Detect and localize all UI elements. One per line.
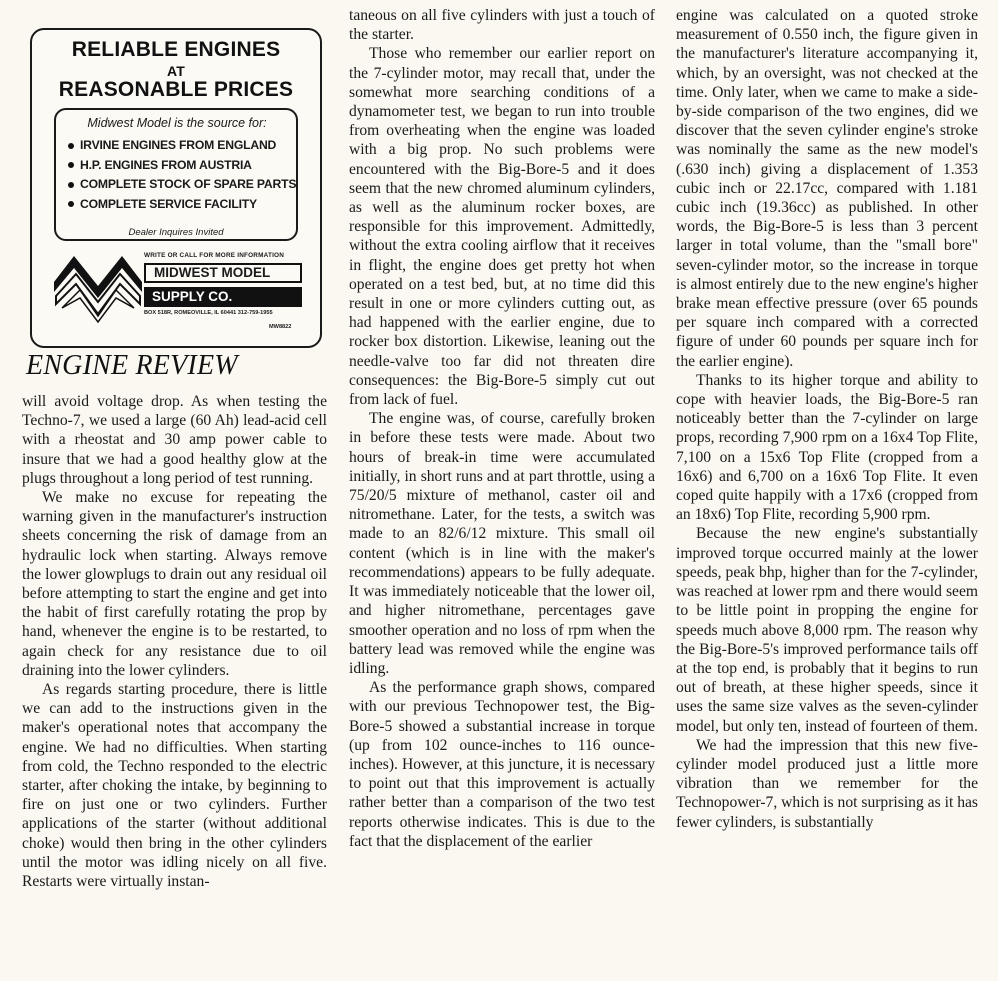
- ad-bullet: [68, 136, 286, 156]
- bullet-dot-icon: [68, 182, 74, 188]
- paragraph: As regards starting procedure, there is little we can add to the instructions given in the maker's operational notes that accompany the engine. We had no difficulties. When starting from cold, the Techno responded to the electric starter, after choking the intake, by beginning to fire on just one or two cylinders. Further applications of the starter (without additional choke) would then bring in the other cylinders until the motor was idling nicely on all five. Restarts were virtually instan-: [22, 681, 327, 891]
- ad-bullet-text: COMPLETE SERVICE FACILITY: [80, 196, 257, 211]
- paragraph: The engine was, of course, carefully broken in before these tests were made. About two hours of break-in time were accumulated initially, in short runs and at part throttle, using a 75/20/5 mixture of methanol, caster oil and nitromethane. Later, for the tests, a switch was made to an 82/6/12 mixture. This small oil content (which is in line with the maker's recommendations) appears to be fully adequate. It was immediately noticeable that the lower oil, and higher nitromethane, percentages gave smoother operation and no loss of rpm when the battery lead was removed while the engine was idling.: [349, 410, 655, 677]
- text-column-2: [349, 6, 655, 851]
- paragraph: We had the impression that this new five-cylinder model produced just a little more vibration than we remember for the Technopower-7, which is not surprising as it has fewer cylinders, is substantially: [676, 736, 978, 831]
- paragraph: We make no excuse for repeating the warning given in the manufacturer's instruction sheets concerning the risk of damage from an hydraulic lock when starting. Always remove the lower glowplugs to drain out any residual oil before attempting to start the engine and get into the habit of first carefully rotating the prop by hand, whenever the engine is to be restarted, to again check for any resistance due to oil draining into the lower cylinders.: [22, 489, 327, 679]
- paragraph: Those who remember our earlier report on the 7-cylinder motor, may recall that, under the somewhat more searching conditions of a dynamometer test, we began to run into trouble from overheating when the engine was loaded with a big prop. No such problems were encountered with the Big-Bore-5 and it does seem that the new chromed aluminum cylinders, as well as the aluminum rocker boxes, are responsible for this improvement. Admittedly, without the extra cooling airflow that it receives in flight, the engine does get pretty hot when operated on a test bed, but, at no time did this result in one or more cylinders cutting out, as had happened with the earlier engine, due to rocker box distortion. Likewise, leaning out the needle-valve too far did not threaten dire consequences: the Big-Bore-5 simply cut out from lack of fuel.: [349, 45, 655, 409]
- text-column-3: [676, 6, 978, 832]
- ad-company-supply: SUPPLY CO.: [144, 287, 302, 307]
- ad-dealer-note: Dealer Inquires Invited: [128, 227, 224, 238]
- advertisement-box: [30, 28, 322, 348]
- ad-intro: Midwest Model is the source for:: [87, 116, 267, 130]
- ad-bullet: [68, 175, 297, 195]
- ad-bullet: [68, 195, 286, 215]
- paragraph: engine was calculated on a quoted stroke measurement of 0.550 inch, the figure given in the manufacturer's literature accompanying it, which, by an oversight, was not checked at the time. Only later, when we came to make a side-by-side comparison of the two engines, did we discover that the seven cylinder engine's stroke was nominally the same as the new model's (.630 inch) giving a displacement of 1.353 cubic inch or 22.17cc, compared with 1.181 cubic inch (19.36cc) as published. In other words, the Big-Bore-5 is less than 3 percent larger in total volume, than the "small bore" seven-cylinder motor, so the increase in torque is almost entirely due to the new engine's higher brake mean effective pressure (over 65 pounds per square inch compared with a corrected figure of under 60 pounds per square inch for the earlier engine).: [676, 7, 978, 370]
- bullet-dot-icon: [68, 162, 74, 168]
- paragraph: As the performance graph shows, compared with our previous Technopower test, the Big-Bore-5 showed a substantial increase in torque (up from 102 ounce-inches to 116 ounce-inches). However, at this juncture, it is necessary to point out that this improvement is actually rather better than a comparison of the two test reports otherwise indicates. This is due to the fact that the displacement of the earlier: [349, 679, 655, 850]
- ad-code: MW8822: [269, 324, 292, 330]
- ad-bullet-text: IRVINE ENGINES FROM ENGLAND: [80, 138, 277, 152]
- paragraph: Thanks to its higher torque and ability to cope with heavier loads, the Big-Bore-5 ran noticeably better than the 7-cylinder on large props, recording 7,900 rpm on a 16x4 Top Flite, 7,100 on a 15x6 Top Flite (cropped from a 16x6) and 6,700 on a 16x6 Top Flite. It even coped quite happily with a 17x6 (cropped from an 18x6) Top Flite, recording 5,900 rpm.: [676, 371, 978, 524]
- paragraph: Because the new engine's substantially improved torque occurred mainly at the lower speeds, peak bhp, higher than for the 7-cylinder, was reached at lower rpm and there would seem to be little point in propping the engine for speeds much above 8,000 rpm. The reason why the Big-Bore-5's improved performance tails off at the top end, is probably that it begins to run out of breath, at these higher speeds, since it uses the same size valves as the seven-cylinder model, but only ten, instead of fourteen of them.: [676, 525, 978, 735]
- text-column-1: [22, 392, 327, 891]
- section-heading: ENGINE REVIEW: [26, 350, 238, 381]
- bullet-dot-icon: [68, 201, 74, 207]
- ad-headline-1: RELIABLE ENGINES: [71, 38, 281, 61]
- ad-bullet: [68, 156, 286, 176]
- ad-bullet-text: COMPLETE STOCK OF SPARE PARTS: [80, 177, 297, 191]
- mm-logo-icon: [52, 252, 144, 324]
- paragraph: taneous on all five cylinders with just a touch of the starter.: [349, 7, 655, 44]
- ad-company-name: MIDWEST MODEL: [144, 263, 302, 283]
- ad-headline-2: AT: [166, 63, 186, 79]
- ad-headline-3: REASONABLE PRICES: [58, 78, 294, 101]
- ad-bullet-text: H.P. ENGINES FROM AUSTRIA: [80, 157, 252, 172]
- bullet-dot-icon: [68, 143, 74, 149]
- ad-write-note: WRITE OR CALL FOR MORE INFORMATION: [144, 252, 285, 259]
- paragraph: will avoid voltage drop. As when testing the Techno-7, we used a large (60 Ah) lead-acid cell with a rheostat and 30 amp power cable to insure that we had a good healthy glow at the plugs throughout a long period of test running.: [22, 393, 327, 487]
- ad-address: BOX 518R, ROMEOVILLE, IL 60441 312-759-1955: [144, 310, 273, 316]
- ad-inner-box: [54, 108, 298, 241]
